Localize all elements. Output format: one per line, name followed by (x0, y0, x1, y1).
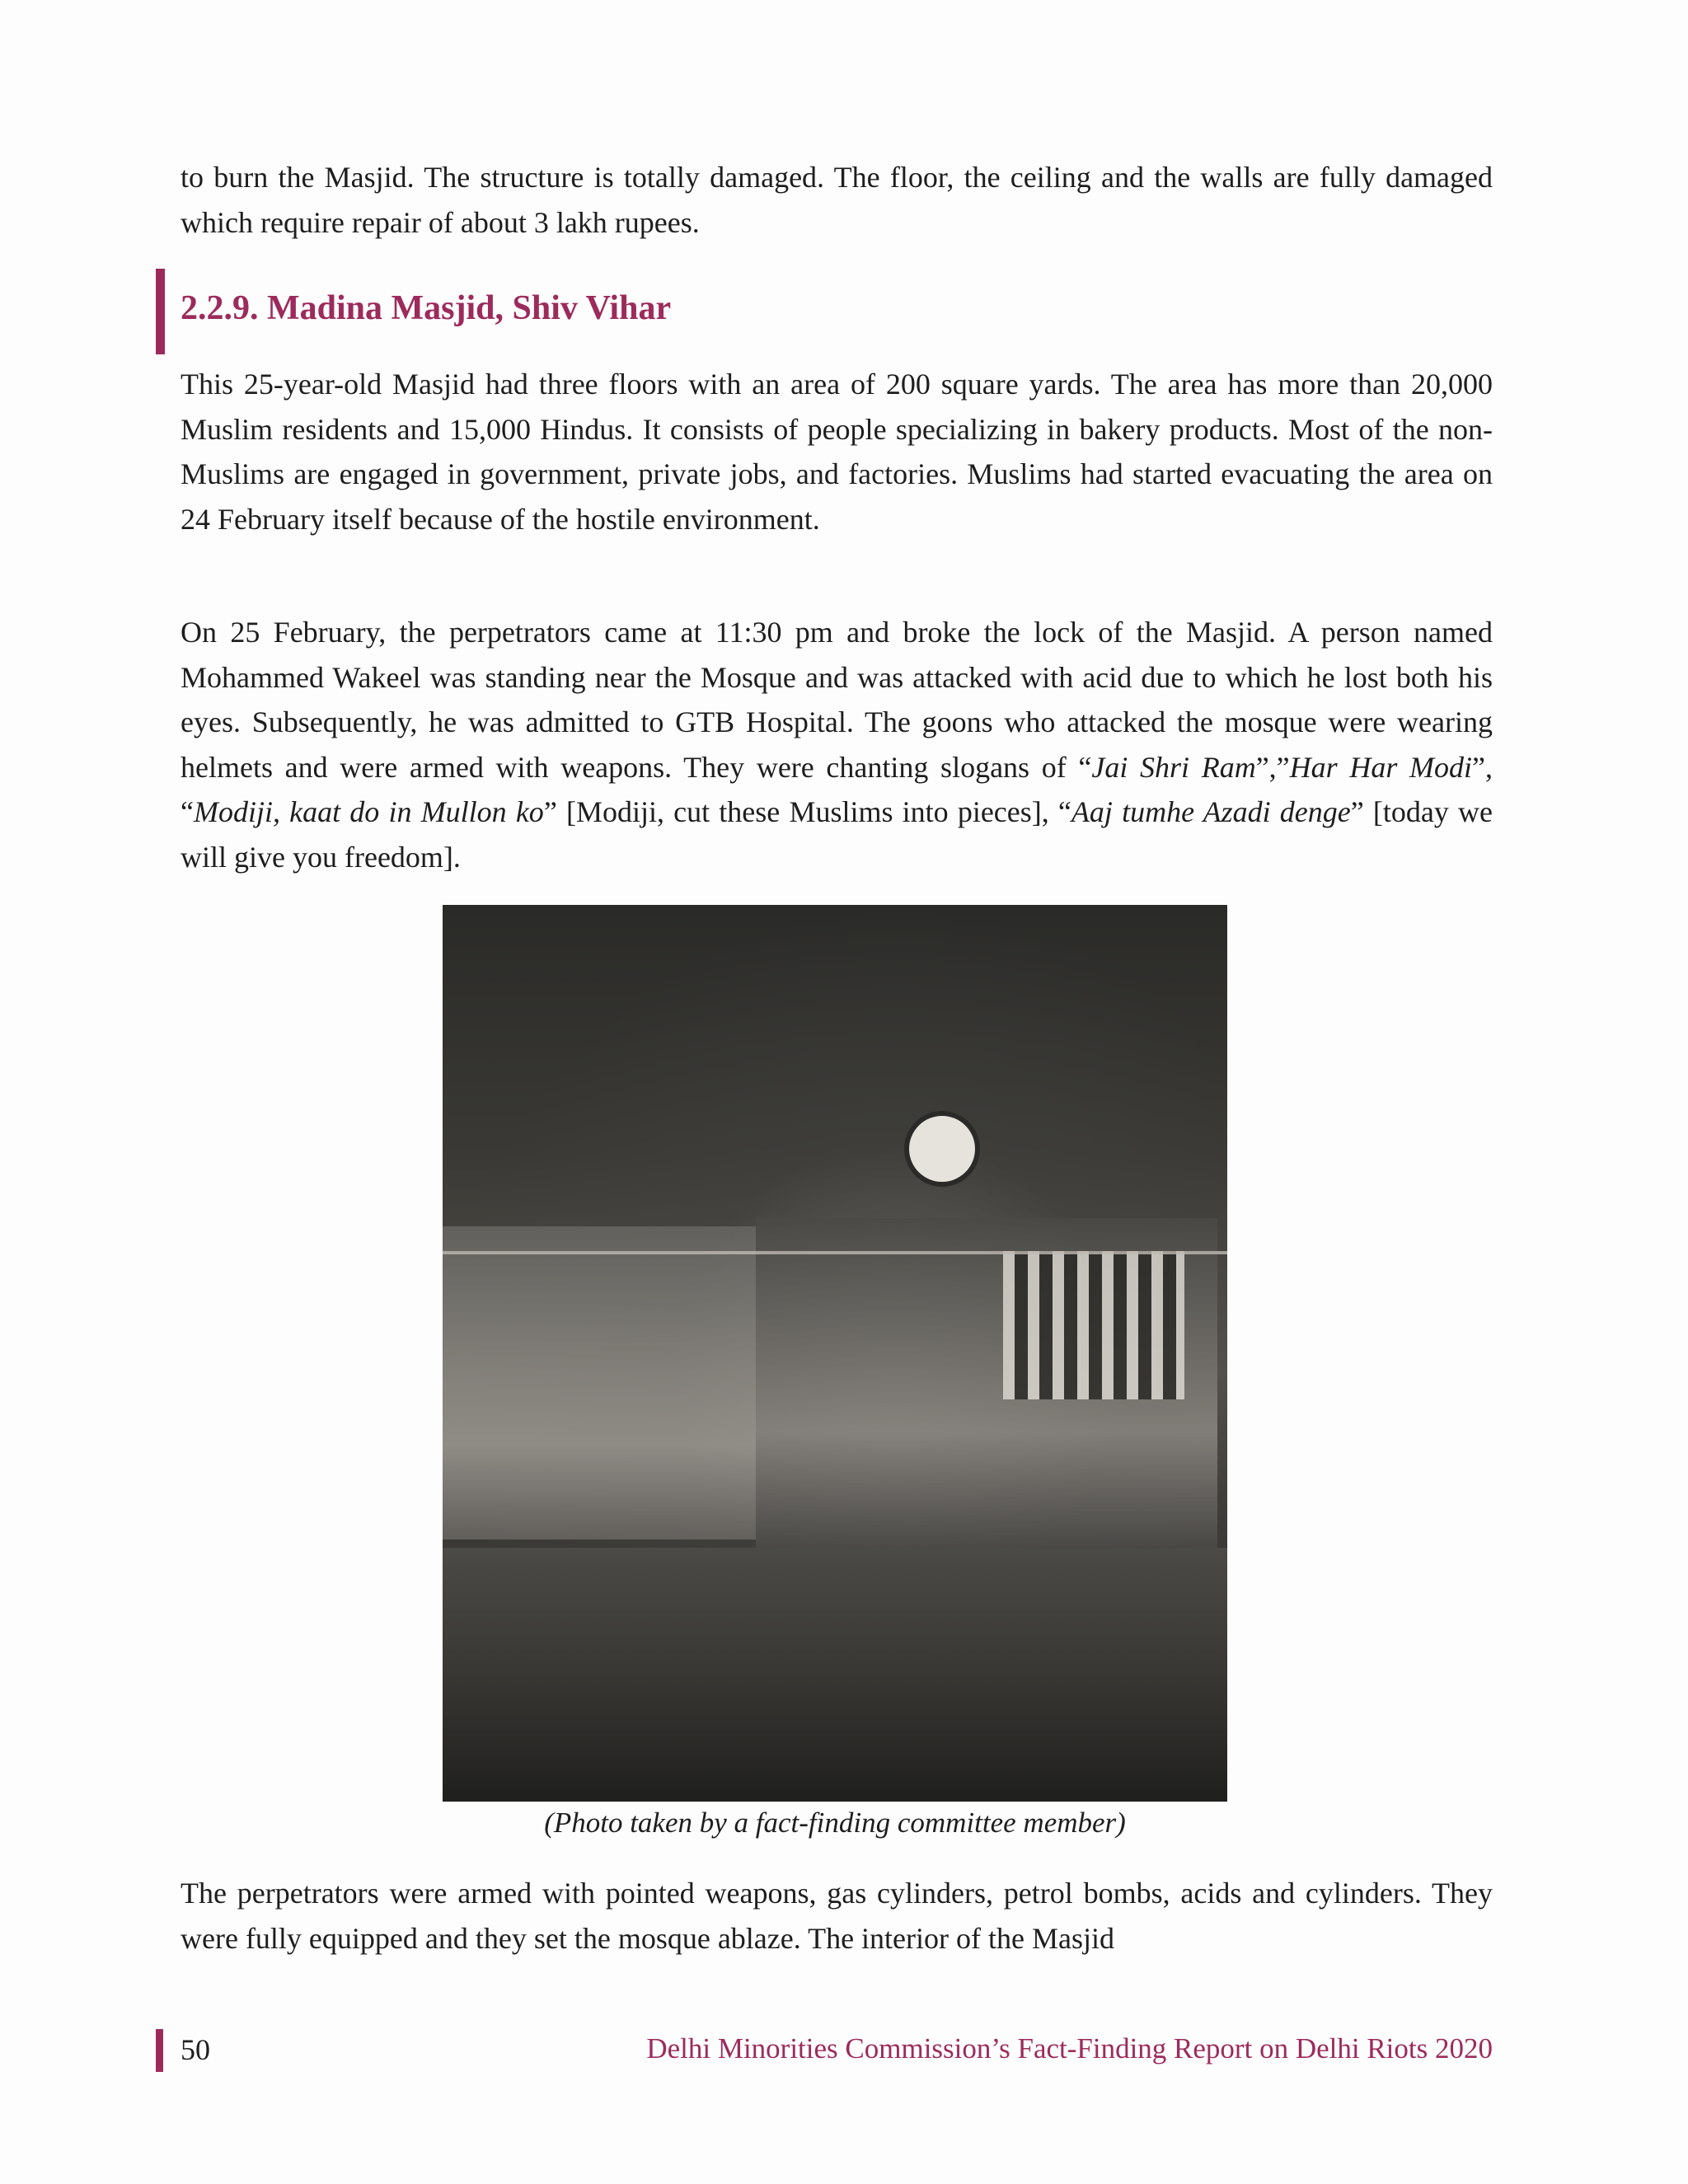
section-title: 2.2.9. Madina Masjid, Shiv Vihar (181, 289, 672, 327)
photo-caption: (Photo taken by a fact-finding committee member) (544, 1807, 1126, 1839)
text-segment: ” [Modiji, cut these Muslims into pieces], “ (543, 795, 1071, 828)
footer-accent-bar (156, 2029, 163, 2072)
paragraph-attack-account (181, 610, 1493, 879)
paragraph-text: to burn the Masjid. The structure is totally damaged. The floor, the ceiling and the walls are fully damaged which require repair of about 3 lakh rupees. (181, 161, 1493, 239)
photo-floor (443, 1548, 1227, 1802)
section-heading (149, 269, 1493, 354)
text-segment: ” [today we will give you freedom]. (181, 795, 1493, 874)
paragraph-perpetrators: The perpetrators were armed with pointed weapons, gas cylinders, petrol bombs, acids and cylinders. They were fully equipped and they set the mosque ablaze. The interior of the Masjid (181, 1877, 1493, 1955)
burnt-mosque-interior-photo (443, 905, 1227, 1802)
heading-accent-bar (156, 269, 165, 354)
photo-window-grill (1003, 1251, 1184, 1399)
page-footer (149, 2029, 1493, 2072)
italic-slogan: Aaj tumhe Azadi denge (1071, 795, 1351, 828)
paragraph-background: This 25-year-old Masjid had three floors with an area of 200 square yards. The area has more than 20,000 Muslim residents and 15,000 Hindus. It consists of people specializing in bakery products. Most of the non-Muslims are engaged in government, private jobs, and factories. Muslims had started evacuating the area on 24 February itself because of the hostile environment. (181, 368, 1493, 536)
text-segment: ”, “ (181, 750, 1493, 828)
photo-wall-left (443, 1226, 756, 1540)
italic-slogan: Har Har Modi (1289, 750, 1473, 784)
italic-slogan: Jai Shri Ram (1091, 750, 1256, 784)
text-segment: On 25 February, the perpetrators came at 11:30 pm and broke the lock of the Masjid. A person named Mohammed Wakeel was standing near the Mosque and was attacked with acid due to which he lost both his eyes. Subsequently, he was admitted to GTB Hospital. The goons who attacked the mosque were wearing helmets and were armed with weapons. They were chanting slogans of “ (181, 616, 1493, 784)
page-number: 50 (181, 2033, 210, 2066)
paragraph-continuation (181, 155, 1493, 245)
report-title: Delhi Minorities Commission’s Fact-Finding Report on Delhi Riots 2020 (646, 2032, 1493, 2064)
text-segment: ”,” (1255, 750, 1290, 784)
italic-slogan: Modiji, kaat do in Mullon ko (193, 795, 544, 828)
photo-wall-fan (904, 1111, 980, 1187)
photo-rod (443, 1251, 1227, 1254)
